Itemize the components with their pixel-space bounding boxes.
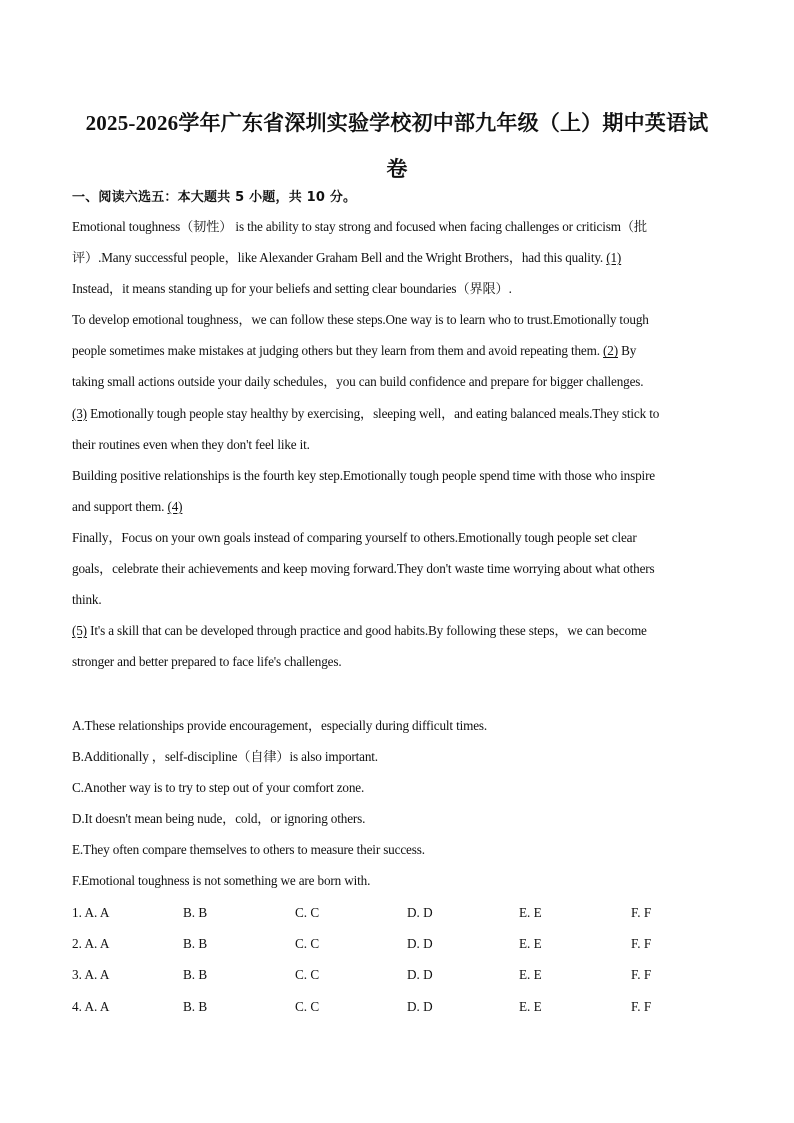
blank-3: (3) <box>72 405 87 421</box>
choice-b[interactable]: B. B <box>183 905 208 920</box>
passage-text: and support them. <box>72 498 168 514</box>
blank-1: (1) <box>606 250 622 266</box>
choice-f[interactable]: F. F <box>631 998 652 1014</box>
page-title-line-2: 卷 <box>386 157 408 181</box>
choice-e[interactable]: E. E <box>519 998 542 1014</box>
option-list <box>72 710 722 897</box>
answer-choices <box>72 897 722 1022</box>
passage-line: their routines even when they don't feel like it. <box>72 436 310 452</box>
passage-line: Instead，it means standing up for your beliefs and setting clear boundaries（界限）. <box>72 281 512 297</box>
choice-a[interactable]: 1. A. A <box>72 905 110 920</box>
passage-line: Building positive relationships is the fourth key step.Emotionally tough people spend time with those who inspire <box>72 467 656 483</box>
choice-e[interactable]: E. E <box>519 905 542 920</box>
choice-b[interactable]: B. B <box>183 967 208 983</box>
blank-4: (4) <box>167 498 183 514</box>
question-row-4 <box>72 991 722 1022</box>
choice-b[interactable]: B. B <box>183 936 208 952</box>
choice-d[interactable]: D. D <box>407 905 433 920</box>
passage-line <box>72 615 722 646</box>
page-title-line-1: 2025-2026学年广东省深圳实验学校初中部九年级（上）期中英语试 <box>85 111 709 135</box>
passage-line <box>72 242 722 273</box>
option-e: E.They often compare themselves to others to measure their success. <box>72 842 425 858</box>
passage-line <box>72 335 722 366</box>
choice-f[interactable]: F. F <box>631 936 652 952</box>
choice-a[interactable]: 3. A. A <box>72 967 110 983</box>
choice-d[interactable]: D. D <box>407 967 433 983</box>
choice-f[interactable]: F. F <box>631 967 652 983</box>
passage-line: taking small actions outside your daily schedules，you can build confidence and prepare for bigger challenges. <box>72 374 644 390</box>
choice-e[interactable]: E. E <box>519 936 542 952</box>
choice-c[interactable]: C. C <box>295 998 320 1014</box>
choice-e[interactable]: E. E <box>519 967 542 983</box>
choice-c[interactable]: C. C <box>295 967 320 983</box>
passage-text: By <box>617 343 637 359</box>
section-heading: 一、阅读六选五：本大题共 5 小题，共 10 分。 <box>72 190 357 205</box>
passage-text: It's a skill that can be developed through practice and good habits.By following these steps，we can become <box>86 623 647 639</box>
passage-line: Emotional toughness（韧性） is the ability to stay strong and focused when facing challenges or criticism（批 <box>72 219 647 234</box>
choice-d[interactable]: D. D <box>407 998 433 1014</box>
choice-b[interactable]: B. B <box>183 998 208 1014</box>
choice-c[interactable]: C. C <box>295 905 320 920</box>
passage-line: Finally，Focus on your own goals instead of comparing yourself to others.Emotionally tough people set clear <box>72 529 637 545</box>
option-a: A.These relationships provide encouragement，especially during difficult times. <box>72 718 488 733</box>
question-row-1 <box>72 897 722 928</box>
page-title <box>60 100 734 192</box>
choice-a[interactable]: 4. A. A <box>72 998 110 1014</box>
passage-line <box>72 491 722 522</box>
reading-passage <box>72 211 722 677</box>
choice-f[interactable]: F. F <box>631 905 652 920</box>
choice-d[interactable]: D. D <box>407 936 433 952</box>
question-row-3 <box>72 959 722 990</box>
blank-2: (2) <box>603 343 618 359</box>
passage-line: think. <box>72 592 102 608</box>
question-row-2 <box>72 928 722 959</box>
option-c: C.Another way is to try to step out of your comfort zone. <box>72 780 365 796</box>
option-d: D.It doesn't mean being nude，cold，or ignoring others. <box>72 811 366 827</box>
choice-a[interactable]: 2. A. A <box>72 936 110 952</box>
option-f: F.Emotional toughness is not something we are born with. <box>72 873 371 889</box>
passage-line: stronger and better prepared to face life's challenges. <box>72 654 342 670</box>
blank-5: (5) <box>72 623 87 639</box>
passage-text: 评）.Many successful people，like Alexander Graham Bell and the Wright Brothers，had this quality. <box>72 250 607 266</box>
option-b: B.Additionally ，self-discipline（自律）is also important. <box>72 749 378 765</box>
passage-text: people sometimes make mistakes at judging others but they learn from them and avoid repeating them. <box>72 343 604 359</box>
passage-line: To develop emotional toughness，we can follow these steps.One way is to learn who to trust.Emotionally tough <box>72 312 649 328</box>
passage-text: Emotionally tough people stay healthy by exercising，sleeping well，and eating balanced meals.They stick to <box>86 405 660 421</box>
passage-line <box>72 398 722 429</box>
choice-c[interactable]: C. C <box>295 936 320 952</box>
passage-line: goals，celebrate their achievements and keep moving forward.They don't waste time worrying about what others <box>72 561 655 577</box>
